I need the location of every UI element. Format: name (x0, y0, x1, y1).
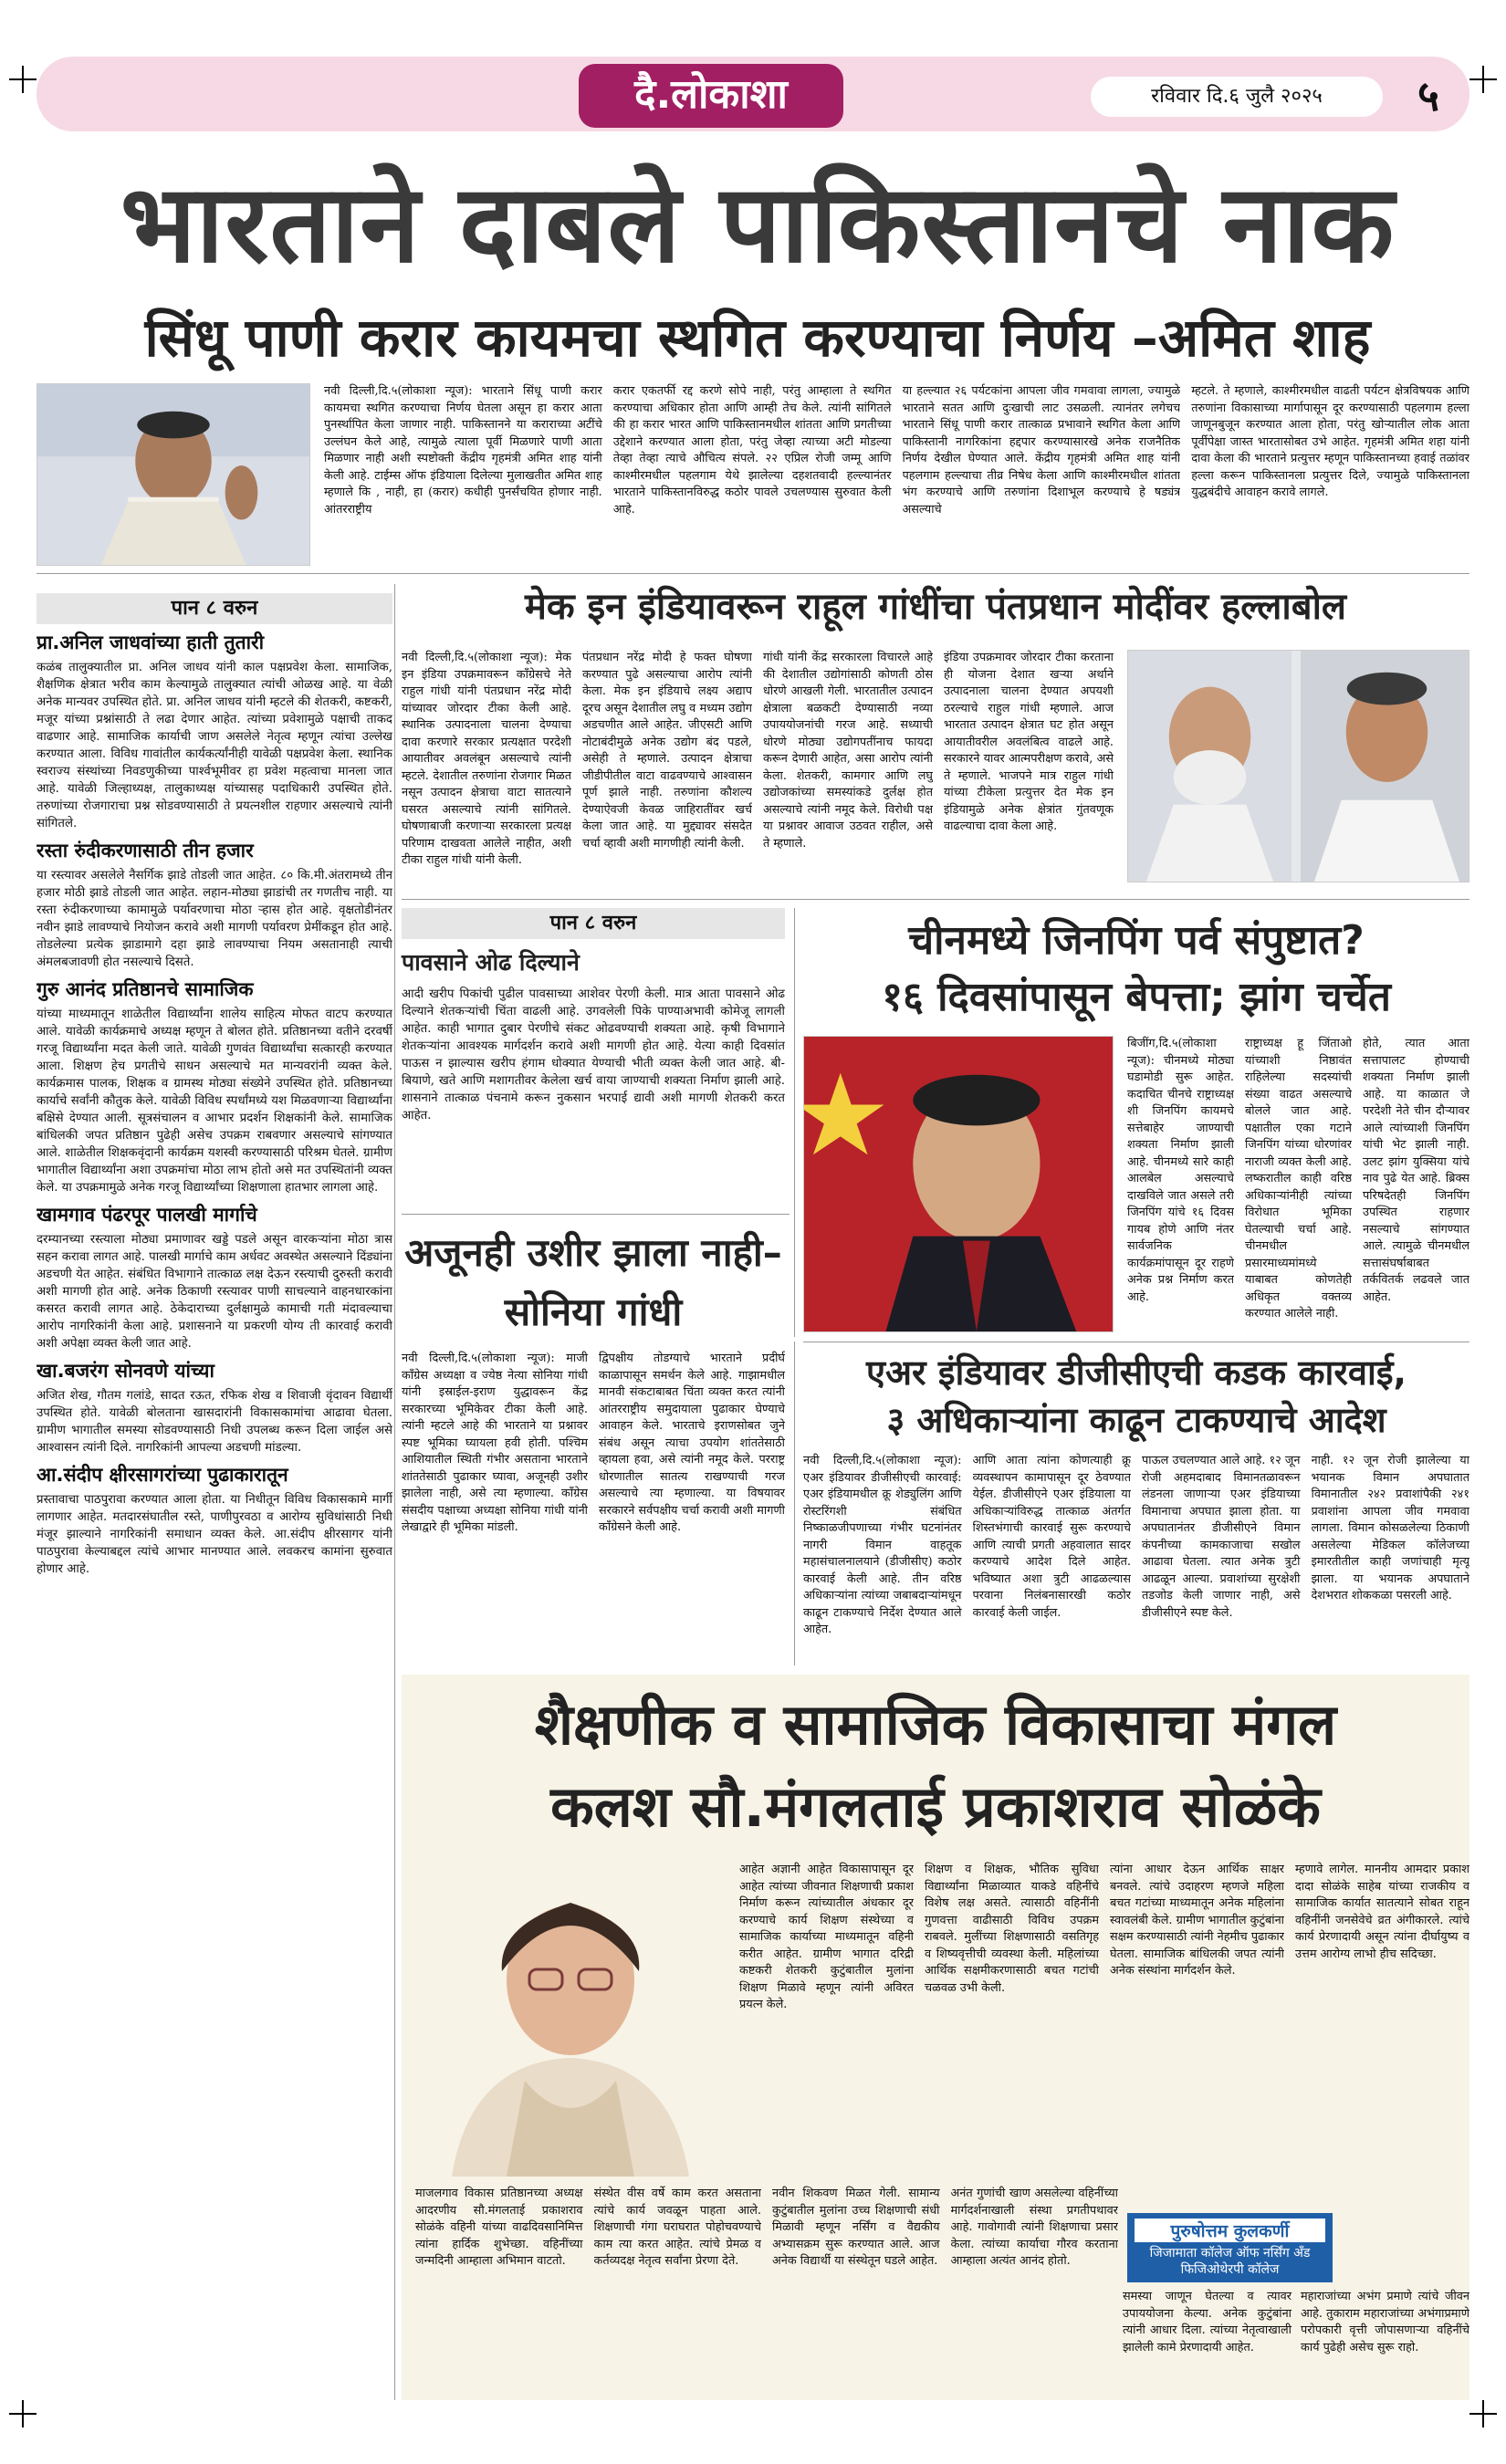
lead-column: करार एकतर्फी रद्द करणे सोपे नाही, परंतु आम्हाला ते स्थगित करण्याचा अधिकार होता आणि आम्ही तेच केले. त्यांनी सांगितले की हा करार भारत आणि पाकिस्तानमधील शांतता आणि प्रगतीच्या उद्देशाने करण्यात आला होता, परंतु जेव्हा त्याच्या अटी मोडल्या तेव्हा तेव्हा त्याचे औचित्य संपले. २२ एप्रिल रोजी जम्मू आणि काश्मीरमधील पहलगाम येथे झालेल्या दहशतवादी हल्ल्यानंतर भारताने पाकिस्तानविरुद्ध कठोर पावले उचलण्यास सुरुवात केली आहे. (612, 384, 892, 517)
rain-story-body: आदी खरीप पिकांची पुढील पावसाच्या आशेवर पेरणी केली. मात्र आता पावसाने ओढ दिल्याने शेतकऱ्यांची चिंता वाढली आहे. उगवलेली पिके पाण्याअभावी कोमेजू लागली आहेत. काही भागात दुबार पेरणीचे संकट ओढवण्याची शक्यता आहे. कृषी विभागाने शेतकऱ्यांना आवश्यक मार्गदर्शन करावे अशी मागणी होत आहे. येत्या काही दिवसांत पाऊस न झाल्यास खरीप हंगाम धोक्यात येण्याची भीती व्यक्त केली जात आहे. बी-बियाणे, खते आणि मशागतीवर केलेला खर्च वाया जाण्याची शक्यता निर्माण झाली आहे. शासनाने तात्काळ पंचनामे करून नुकसान भरपाई द्यावी अशी मागणी शेतकरी करत आहेत. (402, 987, 785, 1122)
feature-column: संस्थेत वीस वर्षे काम करत असताना त्यांचे कार्य जवळून पाहता आले. शिक्षणाची गंगा घराघरात पोहोचवण्याचे काम त्या करत आहेत. त्यांचे प्रेमळ व कर्तव्यदक्ष नेतृत्व सर्वांना प्रेरणा देते. (593, 2187, 761, 2268)
left-column-briefs (37, 593, 392, 2409)
airindia-headline-1: एअर इंडियावर डीजीसीएची कडक कारवाई, (866, 1352, 1407, 1393)
feature-column: अनंत गुणांची खाण असलेल्या वहिनींच्या मार्गदर्शनाखाली संस्था प्रगतीपथावर आहे. गावोगावी त्यांनी शिक्षणाचा प्रसार केला. त्यांच्या कार्याचा गौरव करताना आम्हाला अत्यंत आनंद होतो. (950, 2187, 1118, 2268)
sonia-story-column: द्विपक्षीय तोडग्याचे भारताने प्रदीर्घ काळापासून समर्थन केले आहे. गाझामधील मानवी संकटाबाबत चिंता व्यक्त करत त्यांनी आंतरराष्ट्रीय समुदायाला पुढाकार घेण्याचे आवाहन केले. भारताचे इराणसोबत जुने संबंध असून त्याचा उपयोग शांततेसाठी व्हायला हवा, असे त्यांनी नमूद केले. परराष्ट्र धोरणातील सातत्य राखण्याची गरज असल्याचे त्या म्हणाल्या. या विषयावर सरकारने सर्वपक्षीय चर्चा करावी अशी मागणी काँग्रेसने केली आहे. (599, 1352, 785, 1534)
sonia-story-body (402, 1351, 785, 1661)
feature-column: माजलगाव विकास प्रतिष्ठानच्या अध्यक्ष आदरणीय सौ.मंगलताई प्रकाशराव सोळंके वहिनी यांच्या वाढदिवसानिमित्त त्यांना हार्दिक शुभेच्छा. वहिनींच्या जन्मदिनी आम्हाला अभिमान वाटतो. (415, 2187, 583, 2268)
feature-column: नवीन शिकवण मिळत गेली. सामान्य कुटुंबातील मुलांना उच्च शिक्षणाची संधी मिळावी म्हणून नर्सिंग व वैद्यकीय अभ्यासक्रम सुरू करण्यात आले. आज अनेक विद्यार्थी या संस्थेतून घडले आहेत. (772, 2187, 940, 2268)
modi-rahul-photo (1127, 650, 1469, 882)
modi-story-column: नवी दिल्ली,दि.५(लोकाशा न्यूज): मेक इन इंडिया उपक्रमावरून काँग्रेसचे नेते राहुल गांधी यांनी पंतप्रधान नरेंद्र मोदी यांच्यावर जोरदार टीका केली आहे. स्थानिक उत्पादनाला चालना देण्याचा दावा करणारे सरकार प्रत्यक्षात परदेशी आयातीवर अवलंबून असल्याचे त्यांनी म्हटले. देशातील तरुणांना रोजगार मिळत नसून उत्पादन क्षेत्राचा वाटा सातत्याने घसरत असल्याचे त्यांनी सांगितले. घोषणाबाजी करणाऱ्या सरकारला प्रत्यक्ष परिणाम दाखवता आलेले नाहीत, अशी टीका राहुल गांधी यांनी केली. (402, 651, 571, 867)
feature-body-right (1123, 2289, 1469, 2394)
china-headline-2: १६ दिवसांपासून बेपत्ता; झांग चर्चेत (882, 974, 1391, 1020)
lead-column: या हल्ल्यात २६ पर्यटकांना आपला जीव गमवावा लागला, ज्यामुळे भारताने सतत आणि दुःखाची लाट उसळली. त्यानंतर लगेचच भारताने सिंधू पाणी करार तात्काळ प्रभावाने स्थगित केला आणि पाकिस्तानी नागरिकांना हद्दपार करण्यासारखे अनेक राजनैतिक निर्णय देखील घेण्यात आले. केंद्रीय गृहमंत्री अमित शाह यांनी पहलगाम हल्ल्याचा तीव्र निषेध केला आणि काश्मीरमधील शांतता भंग करण्याचे आणि तरुणांना दिशाभूल करण्याचे हे षड्यंत्र असल्याचे (902, 384, 1181, 517)
airindia-story-column: पाऊल उचलण्यात आले आहे. १२ जून रोजी अहमदाबाद विमानतळावरून लंडनला जाणाऱ्या एअर इंडियाच्या विमानाचा अपघात झाला होता. या अपघातानंतर डीजीसीएने विमान कंपनीच्या कामकाजाचा सखोल आढावा घेतला. त्यात अनेक त्रुटी आढळून आल्या. प्रवाशांच्या सुरक्षेशी तडजोड केली जाणार नाही, असे डीजीसीएने स्पष्ट केले. (1142, 1454, 1301, 1620)
author-caption (1127, 2213, 1333, 2282)
feature-column: म्हणावे लागेल. माननीय आमदार प्रकाश दादा सोळंके साहेब यांच्या राजकीय व सामाजिक कार्यात सातत्याने सोबत राहून वहिनींनी जनसेवेचे व्रत अंगीकारले. त्यांचे कार्य प्रेरणादायी असून त्यांना दीर्घायुष्य व उत्तम आरोग्य लाभो हीच सदिच्छा. (1295, 1863, 1469, 1961)
china-story-column: राष्ट्राध्यक्ष हू जिंताओ यांच्याशी निष्ठावंत राहिलेल्या सदस्यांची संख्या वाढत असल्याचे बोलले जात आहे. पक्षातील एका गटाने जिनपिंग यांच्या धोरणांवर नाराजी व्यक्त केली आहे. लष्करातील काही वरिष्ठ अधिकाऱ्यांनीही त्यांच्या विरोधात भूमिका घेतल्याची चर्चा आहे. चीनमधील प्रसारमाध्यमांमध्ये याबाबत कोणतेही अधिकृत वक्तव्य करण्यात आलेले नाही. (1245, 1037, 1352, 1321)
registration-mark-bottom-left (9, 2400, 37, 2427)
page-number: ५ (1417, 71, 1439, 120)
modi-story-column: इंडिया उपक्रमावर जोरदार टीका करताना ही योजना देशात खऱ्या अर्थाने उत्पादनाला चालना देण्यात अपयशी ठरल्याचे राहुल गांधी म्हणाले. आज भारतात उत्पादन क्षेत्रात घट होत असून आयातीवरील अवलंबित्व वाढले आहे. सरकारने यावर आत्मपरीक्षण करावे, असे ते म्हणाले. भाजपने मात्र राहुल गांधी यांच्या टीकेला प्रत्युत्तर देत मेक इन इंडियामुळे अनेक क्षेत्रांत गुंतवणूक वाढल्याचा दावा केला आहे. (944, 651, 1114, 833)
modi-story-body (402, 650, 1114, 878)
lead-headline: भारताने दाबले पाकिस्तानचे नाक (120, 161, 1396, 287)
airindia-story-column: नवी दिल्ली,दि.५(लोकाशा न्यूज): एअर इंडियावर डीजीसीएची कारवाई: एअर इंडियामधील क्रू शेड्युलिंग आणि रोस्टरिंगशी संबंधित निष्काळजीपणाच्या गंभीर घटनांनंतर नागरी विमान वाहतूक महासंचालनालयाने (डीजीसीए) कठोर कारवाई केली आहे. तीन वरिष्ठ अधिकाऱ्यांना त्यांच्या जबाबदाऱ्यांमधून काढून टाकण्याचे निर्देश देण्यात आले आहेत. (803, 1454, 962, 1636)
china-headline-1: चीनमध्ये जिनपिंग पर्व संपुष्टात? (908, 917, 1365, 964)
feature-column: महाराजांच्या अभंग प्रमाणे त्यांचे जीवन आहे. तुकाराम महाराजांच्या अभंगाप्रमाणे परोपकारी वृत्ती जोपासणाऱ्या वहिनींचे कार्य पुढेही असेच सुरू राहो. (1301, 2290, 1469, 2354)
section-divider (402, 899, 1469, 900)
section-divider (37, 573, 1469, 574)
brief-title: आ.संदीप क्षीरसागरांच्या पुढाकारातून (37, 1464, 288, 1486)
modi-story-column: गांधी यांनी केंद्र सरकारला विचारले आहे की देशातील उद्योगांसाठी कोणती ठोस धोरणे आखली गेली. भारतातील उत्पादन क्षेत्राला बळकटी देण्यासाठी नव्या उपाययोजनांची गरज आहे. सध्याची धोरणे मोठ्या उद्योगपतींनाच फायदा करून देणारी आहेत, असा आरोप त्यांनी केला. शेतकरी, कामगार आणि लघु उद्योजकांच्या समस्यांकडे दुर्लक्ष होत असल्याचे त्यांनी नमूद केले. विरोधी पक्ष या प्रश्नावर आवाज उठवत राहील, असे ते म्हणाले. (763, 651, 933, 851)
brief-body: प्रस्तावाचा पाठपुरावा करण्यात आला होता. या निधीतून विविध विकासकामे मार्गी लागणार आहेत. मतदारसंघातील रस्ते, पाणीपुरवठा व आरोग्य सुविधांसाठी निधी मंजूर झाल्याने नागरिकांनी समाधान व्यक्त केले. आ.संदीप क्षीरसागर यांनी पाठपुरावा केल्याबद्दल त्यांचे आभार मानण्यात आले. लवकरच कामांना सुरुवात होणार आहे. (37, 1493, 392, 1576)
feature-body-upper (739, 1862, 1469, 2172)
brief-title: खामगाव पंढरपूर पालखी मार्गाचे (37, 1204, 257, 1226)
continued-tag: पान ८ वरुन (402, 908, 785, 939)
registration-mark-bottom-right (1469, 2400, 1497, 2427)
column-divider (394, 584, 395, 2400)
brief-title: गुरु आनंद प्रतिष्ठानचे सामाजिक (37, 978, 254, 1000)
lead-column: नवी दिल्ली,दि.५(लोकाशा न्यूज): भारताने सिंधू पाणी करार कायमचा स्थगित करण्याचा निर्णय घेतला असून हा करार आता पुनर्स्थापित केला जाणार नाही. पाकिस्तानने या कराराच्या अटींचे उल्लंघन केले आहे, त्यामुळे त्याला पूर्वी मिळणारे पाणी आता मिळणार नाही अशी स्पष्टोक्ती केंद्रीय गृहमंत्री अमित शाह यांनी केली आहे. टाईम्स ऑफ इंडियाला दिलेल्या मुलाखतीत अमित शाह म्हणाले कि , नाही, हा (करार) कधीही पुनर्संचयित होणार नाही. आंतरराष्ट्रीय (324, 384, 602, 517)
column-divider (794, 1342, 795, 1665)
issue-date: रविवार दि.६ जुलै २०२५ (1091, 77, 1383, 117)
feature-headline-1: शैक्षणीक व सामाजिक विकासाचा मंगल (534, 1691, 1337, 1758)
china-story-column: बिजींग,दि.५(लोकाशा न्यूज): चीनमध्ये मोठ्या घडामोडी सुरू आहेत. कदाचित चीनचे राष्ट्राध्यक्ष शी जिनपिंग कायमचे सत्तेबाहेर जाण्याची शक्यता निर्माण झाली आहे. चीनमध्ये सारे काही आलबेल असल्याचे दाखविले जात असले तरी जिनपिंग यांचे १६ दिवस गायब होणे आणि नंतर सार्वजनिक कार्यक्रमांपासून दूर राहणे अनेक प्रश्न निर्माण करत आहे. (1127, 1037, 1234, 1304)
brief-body: दरम्यानच्या रस्त्याला मोठ्या प्रमाणावर खड्डे पडले असून वारकऱ्यांना मोठा त्रास सहन करावा लागत आहे. पालखी मार्गाचे काम अर्धवट अवस्थेत असल्याने दिंड्यांना अडचणी येत आहेत. संबंधित विभागाने तात्काळ लक्ष देऊन रस्त्याची दुरुस्ती करावी अशी मागणी होत आहे. अनेक ठिकाणी रस्त्यावर पाणी साचल्याने वाहनधारकांना कसरत करावी लागत आहे. ठेकेदाराच्या दुर्लक्षामुळे कामाची गती मंदावल्याचा आरोप नागरिकांनी केला आहे. प्रशासनाने या प्रकरणी योग्य ती कारवाई करावी अशी अपेक्षा व्यक्त केली जात आहे. (37, 1233, 392, 1351)
feature-column: त्यांना आधार देऊन आर्थिक साक्षर बनवले. त्यांचे उदाहरण म्हणजे महिला बचत गटांच्या माध्यमातून अनेक महिलांना स्वावलंबी केले. ग्रामीण भागातील कुटुंबांना सक्षम करण्यासाठी त्यांनी नेहमीच पुढाकार घेतला. सामाजिक बांधिलकी जपत त्यांनी अनेक संस्थांना मार्गदर्शन केले. (1110, 1863, 1284, 1978)
feature-column: शिक्षण व शिक्षक, भौतिक सुविधा विद्यार्थ्यांना मिळाव्यात याकडे वहिनींचे विशेष लक्ष असते. त्यासाठी वहिनींनी गुणवत्ता वाढीसाठी विविध उपक्रम राबवले. मुलींच्या शिक्षणासाठी वसतिगृह व शिष्यवृत्तीची व्यवस्था केली. महिलांच्या आर्थिक सक्षमीकरणासाठी बचत गटांची चळवळ उभी केली. (925, 1863, 1099, 1995)
airindia-story-body (803, 1453, 1469, 1661)
feature-headline-2: कलश सौ.मंगलताई प्रकाशराव सोळंके (550, 1773, 1321, 1840)
brief-body: कळंब तालुक्यातील प्रा. अनिल जाधव यांनी काल पक्षप्रवेश केला. सामाजिक, शैक्षणिक क्षेत्रात भरीव काम केल्यामुळे तालुक्यात त्यांची ओळख आहे. या वेळी अनेक मान्यवर उपस्थित होते. प्रा. अनिल जाधव यांनी म्हटले की शेतकरी, कष्टकरी, मजूर यांच्या प्रश्नांसाठी ते लढा देणार आहेत. त्यांच्या प्रवेशामुळे पक्षाची ताकद वाढणार आहे. सामाजिक कार्याची जाण असलेले नेतृत्व म्हणून त्यांचा उल्लेख करण्यात आला. विविध गावांतील कार्यकर्त्यांनीही यावेळी पक्षप्रवेश केला. स्थानिक स्वराज्य संस्थांच्या निवडणुकीच्या पार्श्वभूमीवर हा प्रवेश महत्वाचा मानला जात आहे. यावेळी जिल्हाध्यक्ष, तालुकाध्यक्ष यांच्यासह पदाधिकारी उपस्थित होते. तरुणांच्या रोजगाराचा प्रश्न सोडवण्यासाठी ते प्रयत्नशील राहणार असल्याचे त्यांनी सांगितले. (37, 661, 392, 830)
amit-shah-photo (37, 383, 310, 566)
author-role: जिजामाता कॉलेज ऑफ नर्सिंग अँड फिजिओथेरपी कॉलेज (1149, 2246, 1311, 2277)
brief-title: खा.बजरंग सोनवणे यांच्या (37, 1360, 214, 1382)
column-divider (794, 908, 795, 1337)
brief-body: यांच्या माध्यमातून शाळेतील विद्यार्थ्यांना शालेय साहित्य मोफत वाटप करण्यात आले. यावेळी कार्यक्रमाचे अध्यक्ष म्हणून ते बोलत होते. प्रतिष्ठानच्या वतीने दरवर्षी गरजू विद्यार्थ्यांना मदत केली जाते. यावेळी गुणवंत विद्यार्थ्यांचा सत्कारही करण्यात आला. शिक्षण हेच प्रगतीचे साधन असल्याचे मत मान्यवरांनी व्यक्त केले. कार्यक्रमास पालक, शिक्षक व ग्रामस्थ मोठ्या संख्येने उपस्थित होते. प्रतिष्ठानच्या कार्याचे सर्वांनी कौतुक केले. यावेळी विविध स्पर्धांमध्ये यश मिळवणाऱ्या विद्यार्थ्यांना बक्षिसे देण्यात आली. सूत्रसंचालन व आभार प्रदर्शन शिक्षकांनी केले. सामाजिक बांधिलकी जपत प्रतिष्ठान पुढेही असेच उपक्रम राबवणार असल्याचे सांगण्यात आले. शाळेतील शिक्षकवृंदानी कार्यक्रम यशस्वी करण्यासाठी परिश्रम घेतले. ग्रामीण भागातील विद्यार्थ्यांना अशा उपक्रमांचा मोठा लाभ होतो असे मत उपस्थितांनी व्यक्त केले. या उपक्रमामुळे अनेक गरजू विद्यार्थ्यांच्या शिक्षणाला हातभार लागला आहे. (37, 1008, 392, 1195)
newspaper-title: दै.लोकाशा (579, 64, 843, 128)
mangaltai-photo (415, 1862, 726, 2177)
author-name: पुरुषोत्तम कुलकर्णी (1135, 2219, 1325, 2242)
section-divider (402, 1214, 790, 1215)
rain-story-title: पावसाने ओढ दिल्याने (402, 949, 580, 976)
lead-body (324, 383, 1469, 566)
xi-jinping-photo (803, 1036, 1114, 1332)
sonia-story-headline: अजूनही उशीर झाला नाही–सोनिया गांधी (404, 1230, 782, 1334)
airindia-story-column: नाही. १२ जून रोजी झालेल्या या भयानक विमान अपघातात विमानातील २४२ प्रवाशांपैकी २४१ प्रवाशांना आपला जीव गमवावा लागला. विमान कोसळलेल्या ठिकाणी असलेल्या मेडिकल कॉलेजच्या इमारतीतील काही जणांचाही मृत्यू झाला. या भयानक अपघाताने देशभरात शोककळा पसरली आहे. (1311, 1454, 1469, 1603)
continued-tag: पान ८ वरुन (37, 593, 392, 624)
registration-mark-left (9, 66, 37, 93)
sonia-story-column: नवी दिल्ली,दि.५(लोकाशा न्यूज): माजी काँग्रेस अध्यक्षा व ज्येष्ठ नेत्या सोनिया गांधी यांनी इस्राईल-इराण युद्धावरून केंद्र सरकारच्या भूमिकेवर टीका केली आहे. त्यांनी म्हटले आहे की भारताने या प्रश्नावर स्पष्ट भूमिका घ्यायला हवी होती. पश्चिम आशियातील स्थिती गंभीर असताना भारताने शांततेसाठी पुढाकार घ्यावा, अजूनही उशीर झालेला नाही, असे त्या म्हणाल्या. काँग्रेस संसदीय पक्षाच्या अध्यक्षा सोनिया गांधी यांनी लेखाद्वारे ही भूमिका मांडली. (402, 1352, 588, 1534)
airindia-story-column: आणि आता त्यांना कोणत्याही क्रू व्यवस्थापन कामापासून दूर ठेवण्यात येईल. डीजीसीएने एअर इंडियाला या अधिकाऱ्यांविरुद्ध तात्काळ अंतर्गत शिस्तभंगाची कारवाई सुरू करण्याचे आणि त्याची प्रगती अहवालात सादर करण्याचे आदेश दिले आहेत. भविष्यात अशा त्रुटी आढळल्यास परवाना निलंबनासारखी कठोर कारवाई केली जाईल. (972, 1454, 1131, 1620)
china-story-body (1127, 1036, 1469, 1332)
registration-mark-right (1469, 66, 1497, 93)
brief-body: या रस्त्यावर असलेले नैसर्गिक झाडे तोडली जात आहेत. ८० कि.मी.अंतरामध्ये तीन हजार मोठी झाडे तोडली जात आहेत. लहान-मोठ्या झाडांची तर गणतीच नाही. या रस्ता रुंदीकरणाच्या कामामुळे पर्यावरणाचा मोठा ऱ्हास होत आहे. वृक्षतोडीनंतर नवीन झाडे लावण्याचे नियोजन करावे अशी मागणी पर्यावरण प्रेमींकडून होत आहे. तोडलेल्या प्रत्येक झाडामागे दहा झाडे लावण्याचा नियम असतानाही त्याची अंमलबजावणी होत नसल्याचे दिसते. (37, 869, 392, 969)
airindia-headline-2: ३ अधिकाऱ्यांना काढून टाकण्याचे आदेश (886, 1400, 1386, 1440)
brief-title: प्रा.अनिल जाधवांच्या हाती तुतारी (37, 632, 265, 653)
lead-subheadline: सिंधू पाणी करार कायमचा स्थगित करण्याचा निर्णय –अमित शाह (144, 307, 1371, 369)
lead-column: म्हटले. ते म्हणाले, काश्मीरमधील वाढती पर्यटन क्षेत्रविषयक आणि तरुणांना विकासाच्या मार्गापासून दूर करण्यासाठी पहलगाम हल्ला जाणूनबुजून करण्यात आला होता, परंतु खोऱ्यातील लोक आता पूर्वीपेक्षा जास्त भारतासोबत उभे आहेत. गृहमंत्री अमित शहा यांनी दावा केला की भारताने प्रत्युत्तर म्हणून पाकिस्तानच्या हवाई तळांवर हल्ला करून पाकिस्तानला प्रत्युत्तर दिले, ज्यामुळे पाकिस्तानला युद्धबंदीचे आवाहन करावे लागले. (1191, 384, 1469, 499)
feature-body-lower (415, 2186, 1118, 2396)
feature-column: समस्या जाणून घेतल्या व त्यावर उपाययोजना केल्या. अनेक कुटुंबांना त्यांनी आधार दिला. त्यांच्या नेतृत्वाखाली झालेली कामे प्रेरणादायी आहेत. (1123, 2290, 1292, 2354)
feature-column: आहेत अज्ञानी आहेत विकासापासून दूर आहेत त्यांच्या जीवनात शिक्षणाची प्रकाश निर्माण करून त्यांच्यातील अंधकार दूर करण्याचे कार्य शिक्षण संस्थेच्या व सामाजिक कार्याच्या माध्यमातून वहिनी करीत आहेत. ग्रामीण भागात दरिद्री कष्टकरी शेतकरी कुटुंबातील मुलांना शिक्षण मिळावे म्हणून त्यांनी अविरत प्रयत्न केले. (739, 1863, 914, 2011)
china-story-column: होते, त्यात आता सत्तापालट होण्याची शक्यता निर्माण झाली आहे. या काळात जे परदेशी नेते चीन दौऱ्यावर आले त्यांच्याशी जिनपिंग यांची भेट झाली नाही. उलट झांग युक्सिया यांचे नाव पुढे येत आहे. ब्रिक्स परिषदेतही जिनपिंग उपस्थित राहणार नसल्याचे सांगण्यात आले. त्यामुळे चीनमधील सत्तासंघर्षाबाबत तर्कवितर्क लढवले जात आहेत. (1363, 1037, 1469, 1304)
brief-body: अजित शेख, गौतम गलांडे, सादत रऊत, रफिक शेख व शिवाजी वृंदावन विद्यार्थी उपस्थित होते. यावेळी बोलताना खासदारांनी विकासकामांचा आढावा घेतला. ग्रामीण भागातील समस्या सोडवण्यासाठी निधी उपलब्ध करून दिला जाईल असे आश्वासन त्यांनी दिले. नागरिकांनी आपल्या अडचणी मांडल्या. (37, 1389, 392, 1455)
brief-title: रस्ता रुंदीकरणासाठी तीन हजार (37, 840, 254, 861)
modi-story-column: पंतप्रधान नरेंद्र मोदी हे फक्त घोषणा करण्यात पुढे असल्याचा आरोप त्यांनी केला. मेक इन इंडियाचे लक्ष्य अद्याप दूरच असून देशातील लघु व मध्यम उद्योग अडचणीत आले आहेत. जीएसटी आणि नोटाबंदीमुळे अनेक उद्योग बंद पडले, असेही ते म्हणाले. उत्पादन क्षेत्राचा जीडीपीतील वाटा वाढवण्याचे आश्वासन पूर्ण झाले नाही. तरुणांना कौशल्य देण्याऐवजी केवळ जाहिरातींवर खर्च केला जात आहे. या मुद्द्यावर संसदेत चर्चा व्हावी अशी मागणीही त्यांनी केली. (582, 651, 752, 851)
modi-story-headline: मेक इन इंडियावरून राहूल गांधींचा पंतप्रधान मोदींवर हल्लाबोल (524, 586, 1347, 628)
